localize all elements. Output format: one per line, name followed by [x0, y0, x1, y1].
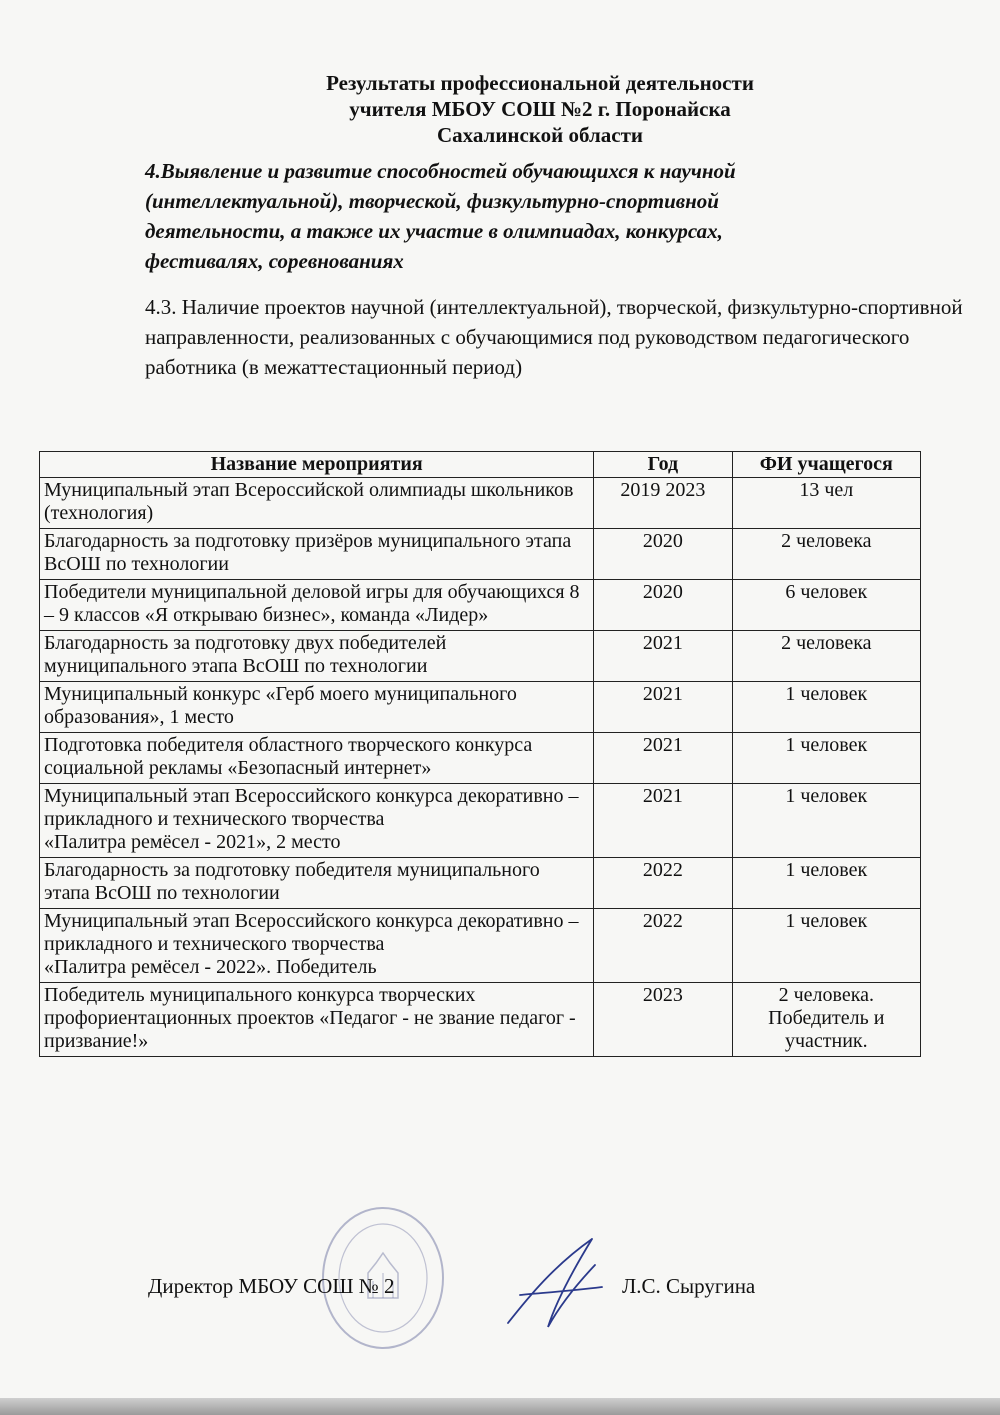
- event-students: 1 человек: [732, 682, 920, 733]
- director-name: Л.С. Сыругина: [622, 1274, 756, 1298]
- header-line-1: Результаты профессиональной деятельности: [326, 71, 754, 95]
- event-year: 2022: [594, 858, 732, 909]
- event-name: Муниципальный этап Всероссийского конкурса декоративно – прикладного и технического творчества «Палитра ремёсел - 2022». Победитель: [40, 909, 594, 983]
- event-year: 2021: [594, 682, 732, 733]
- event-name: Победители муниципальной деловой игры для обучающихся 8 – 9 классов «Я открываю бизнес», команда «Лидер»: [40, 580, 594, 631]
- event-students: 6 человек: [732, 580, 920, 631]
- table-row: [40, 784, 921, 858]
- table-row: [40, 580, 921, 631]
- event-name: Благодарность за подготовку призёров муниципального этапа ВсОШ по технологии: [40, 529, 594, 580]
- page-bottom-edge: [0, 1398, 1000, 1415]
- table-row: [40, 733, 921, 784]
- director-signature: [500, 1235, 610, 1335]
- event-name: Муниципальный этап Всероссийского конкурса декоративно – прикладного и технического творчества «Палитра ремёсел - 2021», 2 место: [40, 784, 594, 858]
- event-students: 1 человек: [732, 909, 920, 983]
- event-students: 1 человек: [732, 733, 920, 784]
- event-name: Благодарность за подготовку двух победителей муниципального этапа ВсОШ по технологии: [40, 631, 594, 682]
- table-row: [40, 682, 921, 733]
- section-heading: 4.Выявление и развитие способностей обучающихся к научной (интеллектуальной), творческой, физкультурно-спортивной деятельности, а также их участие в олимпиадах, конкурсах, фестивалях, соревнованиях: [145, 159, 736, 273]
- event-name: Благодарность за подготовку победителя муниципального этапа ВсОШ по технологии: [40, 858, 594, 909]
- event-students: 1 человек: [732, 784, 920, 858]
- event-year: 2020: [594, 580, 732, 631]
- event-name: Подготовка победителя областного творческого конкурса социальной рекламы «Безопасный интернет»: [40, 733, 594, 784]
- results-table: [39, 451, 921, 1057]
- event-students: 2 человека: [732, 631, 920, 682]
- event-students: 2 человека. Победитель и участник.: [732, 983, 920, 1057]
- header-line-3: Сахалинской области: [436, 123, 644, 147]
- event-year: 2021: [594, 631, 732, 682]
- table-row: [40, 858, 921, 909]
- table-header-row: [40, 452, 921, 478]
- event-year: 2019 2023: [594, 478, 732, 529]
- table-row: [40, 631, 921, 682]
- header-students: ФИ учащегося: [732, 452, 920, 478]
- event-students: 1 человек: [732, 858, 920, 909]
- director-title: Директор МБОУ СОШ № 2: [148, 1274, 395, 1298]
- event-year: 2020: [594, 529, 732, 580]
- event-name: Муниципальный конкурс «Герб моего муниципального образования», 1 место: [40, 682, 594, 733]
- event-name: Муниципальный этап Всероссийской олимпиады школьников (технология): [40, 478, 594, 529]
- event-students: 13 чел: [732, 478, 920, 529]
- event-year: 2022: [594, 909, 732, 983]
- table-row: [40, 529, 921, 580]
- table-row: [40, 909, 921, 983]
- subsection-text: 4.3. Наличие проектов научной (интеллектуальной), творческой, физкультурно-спортивной направленности, реализованных с обучающимися под руководством педагогического работника (в межаттестационный период): [145, 295, 963, 379]
- event-year: 2023: [594, 983, 732, 1057]
- document-header: [0, 70, 1000, 148]
- event-year: 2021: [594, 733, 732, 784]
- event-students: 2 человека: [732, 529, 920, 580]
- header-year: Год: [594, 452, 732, 478]
- header-name: Название мероприятия: [40, 452, 594, 478]
- table-row: [40, 983, 921, 1057]
- event-name: Победитель муниципального конкурса творческих профориентационных проектов «Педагог - не звание педагог - призвание!»: [40, 983, 594, 1057]
- event-year: 2021: [594, 784, 732, 858]
- table-row: [40, 478, 921, 529]
- header-line-2: учителя МБОУ СОШ №2 г. Поронайска: [349, 97, 731, 121]
